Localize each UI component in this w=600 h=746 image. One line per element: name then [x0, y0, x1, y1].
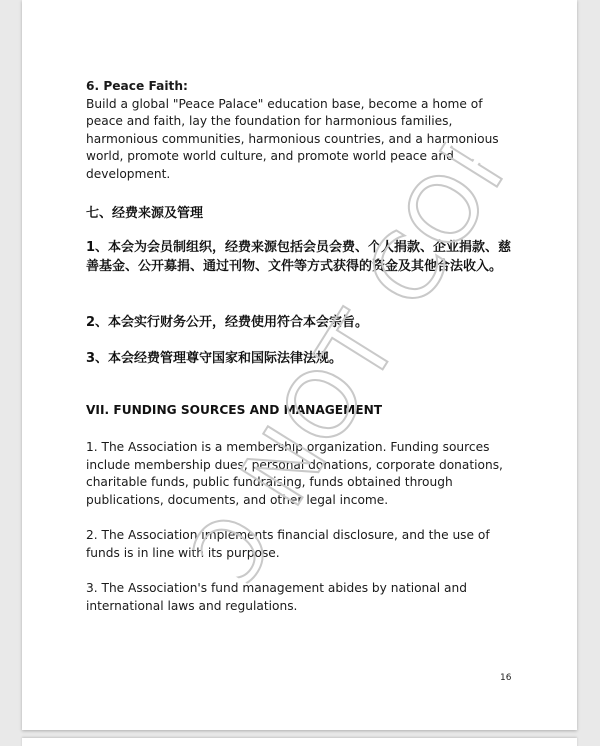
page-number: 16	[500, 673, 512, 683]
english-section-heading: VII. FUNDING SOURCES AND MANAGEMENT	[86, 403, 383, 417]
peace-faith-section	[86, 78, 516, 184]
next-page-edge	[22, 738, 577, 746]
peace-faith-heading: 6. Peace Faith:	[86, 79, 188, 93]
english-item-3: 3. The Association's fund management abides by national and international laws and regulations.	[86, 581, 467, 613]
peace-faith-body: Build a global "Peace Palace" education base, become a home of peace and faith, lay the foundation for harmonious families, harmonious communities, harmonious countries, and a harmonious world, promote world culture, and promote world peace and development.	[86, 96, 499, 181]
svg-text:DO NOT COPY: DO NOT COPY	[167, 127, 533, 603]
document-page	[22, 0, 577, 730]
english-item-1: 1. The Association is a membership organization. Funding sources include membership dues, personal donations, corporate donations, charitable funds, public fundraising, funds obtained through publications, documents, and other legal income.	[86, 440, 503, 507]
chinese-section-heading: 七、经费来源及管理	[86, 206, 204, 221]
chinese-item-3: 3、本会经费管理尊守国家和国际法律法规。	[86, 351, 343, 366]
chinese-item-1: 1、本会为会员制组织，经费来源包括会员会费、个人捐款、企业捐款、慈善基金、公开募捐、通过刊物、文件等方式获得的资金及其他合法收入。	[86, 240, 512, 274]
english-item-2: 2. The Association implements financial disclosure, and the use of funds is in line with its purpose.	[86, 528, 490, 560]
chinese-item-2: 2、本会实行财务公开，经费使用符合本会宗旨。	[86, 315, 369, 330]
